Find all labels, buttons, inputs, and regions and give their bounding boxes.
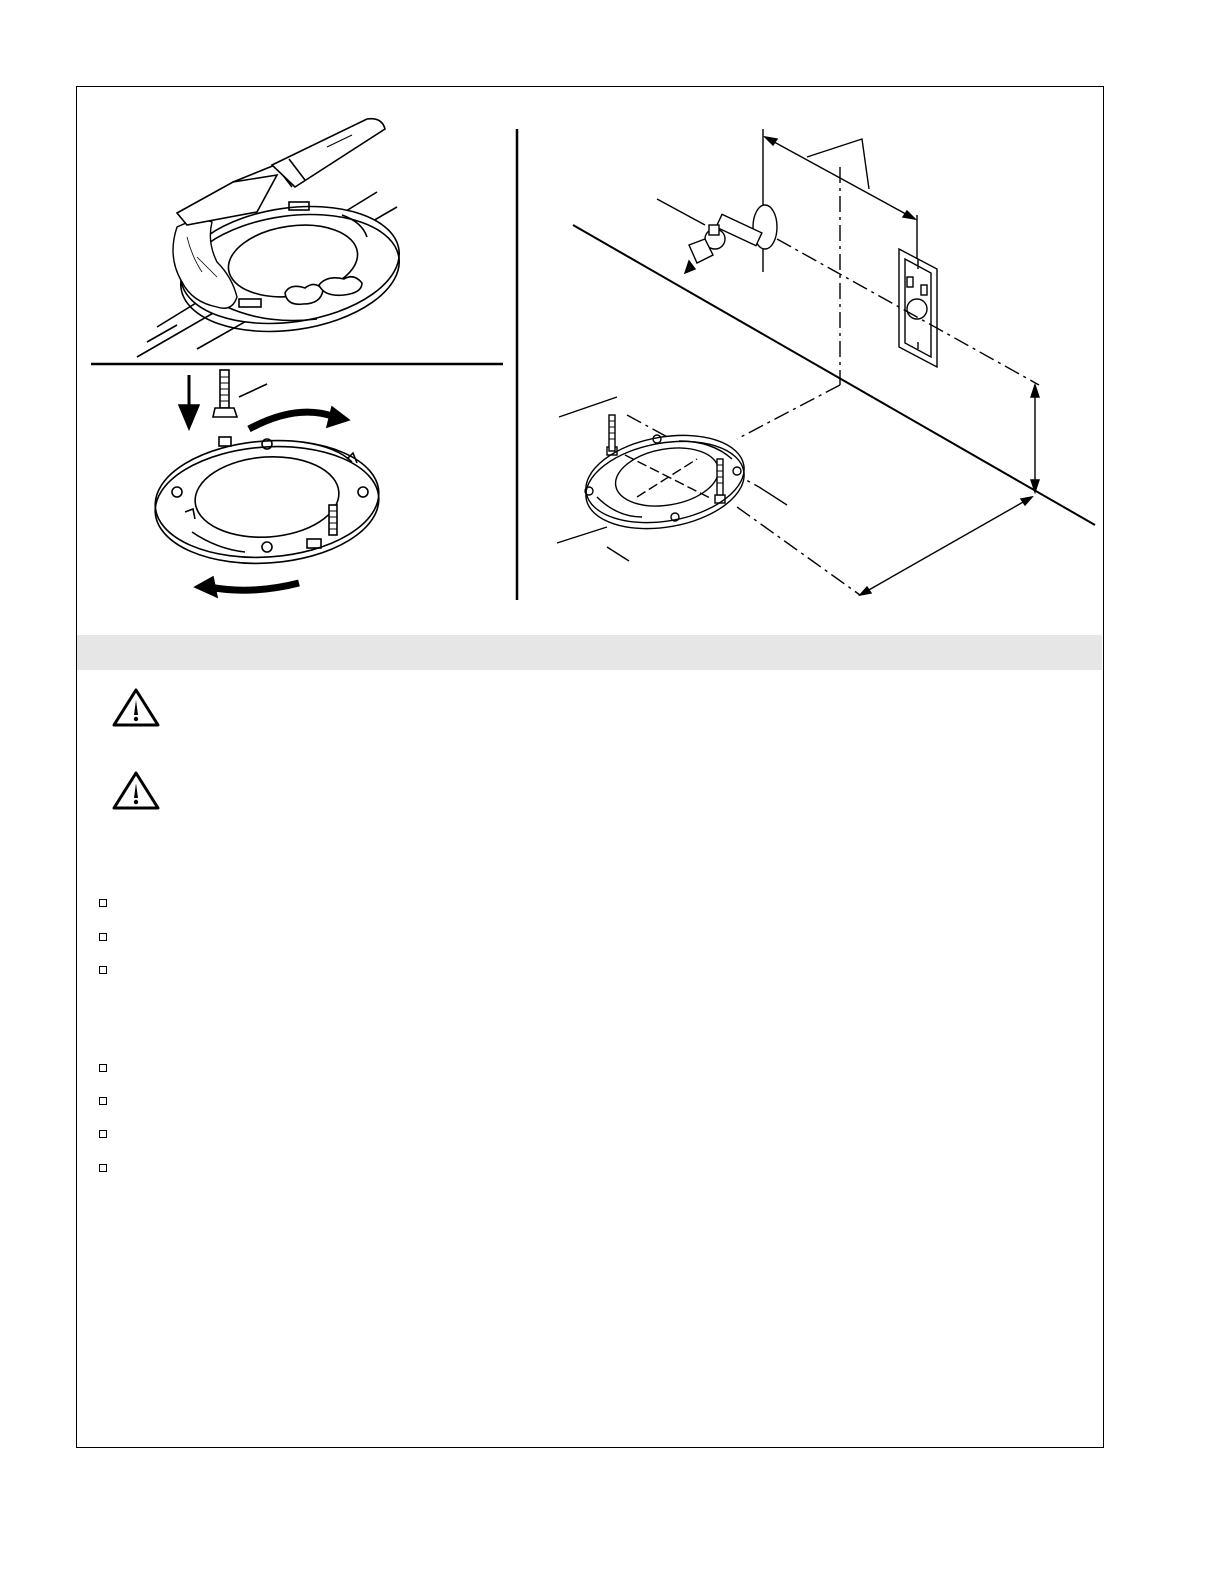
- rough-in-layout-illustration: [557, 129, 1095, 595]
- checkbox-icon[interactable]: [99, 1130, 107, 1138]
- installation-illustrations: [77, 87, 1105, 632]
- checkbox-icon[interactable]: [99, 1164, 107, 1172]
- flange-bolts-illustration: [151, 370, 383, 597]
- checkbox-icon[interactable]: [99, 1097, 107, 1105]
- flange-scraping-illustration: [137, 119, 407, 357]
- page-frame: [76, 86, 1104, 1448]
- checkbox-icon[interactable]: [99, 1064, 107, 1072]
- section-header-band: [77, 635, 1102, 670]
- checkbox-icon[interactable]: [99, 933, 107, 941]
- warning-triangle-icon: [111, 687, 161, 729]
- checkbox-icon[interactable]: [99, 966, 107, 974]
- warning-triangle-icon: [111, 770, 161, 812]
- checkbox-icon[interactable]: [99, 899, 107, 907]
